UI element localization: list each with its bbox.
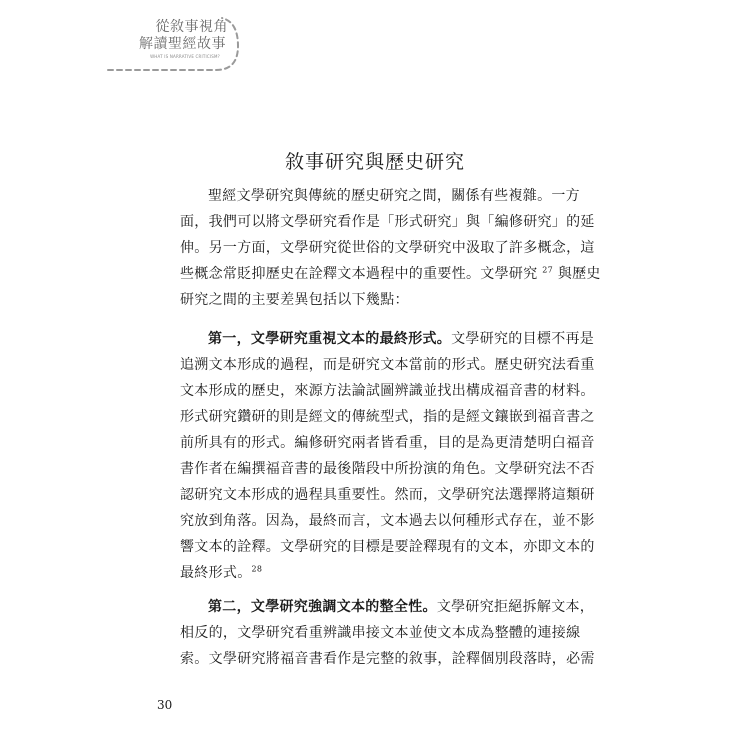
paragraph-line: 相反的，文學研究看重辨識串接文本並使文本成為整體的連接線 — [180, 625, 581, 641]
logo-title-line2: 解讀聖經故事 — [139, 36, 226, 52]
paragraph-line — [180, 560, 580, 586]
page-number: 30 — [157, 698, 173, 712]
paragraph-line: 研究之間的主要差異包括以下幾點： — [180, 292, 409, 308]
paragraph-line — [180, 261, 601, 287]
paragraph-line: 面，我們可以將文學研究看作是「形式研究」與「編修研究」的延 — [180, 214, 595, 230]
paragraph-line: 前所具有的形式。編修研究兩者皆看重，目的是為更清楚明白福音 — [180, 435, 595, 451]
logo-title-line1: 從敘事視角 — [155, 19, 228, 35]
paragraph-lead: 第一，文學研究重視文本的最終形式。 — [208, 331, 452, 347]
paragraph-line: 索。文學研究將福音書看作是完整的敘事，詮釋個別段落時，必需 — [180, 651, 595, 667]
paragraph-line-text: 與歷史 — [557, 266, 601, 282]
paragraph-line: 伸。另一方面，文學研究從世俗的文學研究中汲取了許多概念，這 — [180, 240, 595, 256]
paragraph-line: 認研究文本形成的過程具重要性。然而，文學研究法選擇將這類研 — [180, 487, 595, 503]
paragraph-line — [180, 594, 595, 620]
paragraph-line-text: 最終形式。 — [180, 565, 252, 581]
paragraph-2 — [180, 326, 595, 586]
footnote-marker-28: 28 — [251, 564, 263, 574]
paragraph-lead: 第二，文學研究強調文本的整全性。 — [208, 599, 437, 615]
paragraph-line: 追溯文本形成的過程，而是研究文本當前的形式。歷史研究法看重 — [180, 357, 595, 373]
paragraph-line-text: 文學研究拒絕拆解文本， — [436, 599, 595, 615]
paragraph-line — [180, 326, 595, 352]
paragraph-3 — [180, 594, 595, 672]
paragraph-line: 文本形成的歷史，來源方法論試圖辨識並找出構成福音書的材料。 — [180, 383, 595, 399]
section-title: 敘事研究與歷史研究 — [284, 151, 465, 173]
paragraph-line: 形式研究鑽研的則是經文的傳統型式，指的是經文鑲嵌到福音書之 — [180, 409, 595, 425]
series-logo — [96, 14, 246, 76]
paragraph-line: 響文本的詮釋。文學研究的目標是要詮釋現有的文本，亦即文本的 — [180, 539, 595, 555]
paragraph-line: 究放到角落。因為，最終而言，文本過去以何種形式存在，並不影 — [180, 513, 595, 529]
logo-subtitle: WHAT IS NARRATIVE CRITICISM? — [150, 54, 220, 59]
paragraph-line: 聖經文學研究與傳統的歷史研究之間，關係有些複雜。一方 — [208, 188, 580, 204]
paragraph-line-text: 文學研究的目標不再是 — [451, 331, 595, 347]
paragraph-line-text: 些概念常貶抑歷史在詮釋文本過程中的重要性。文學研究 — [180, 266, 538, 282]
paragraph-line: 書作者在編撰福音書的最後階段中所扮演的角色。文學研究法不否 — [180, 461, 595, 477]
paragraph-1 — [180, 183, 601, 313]
footnote-marker-27: 27 — [542, 265, 554, 275]
